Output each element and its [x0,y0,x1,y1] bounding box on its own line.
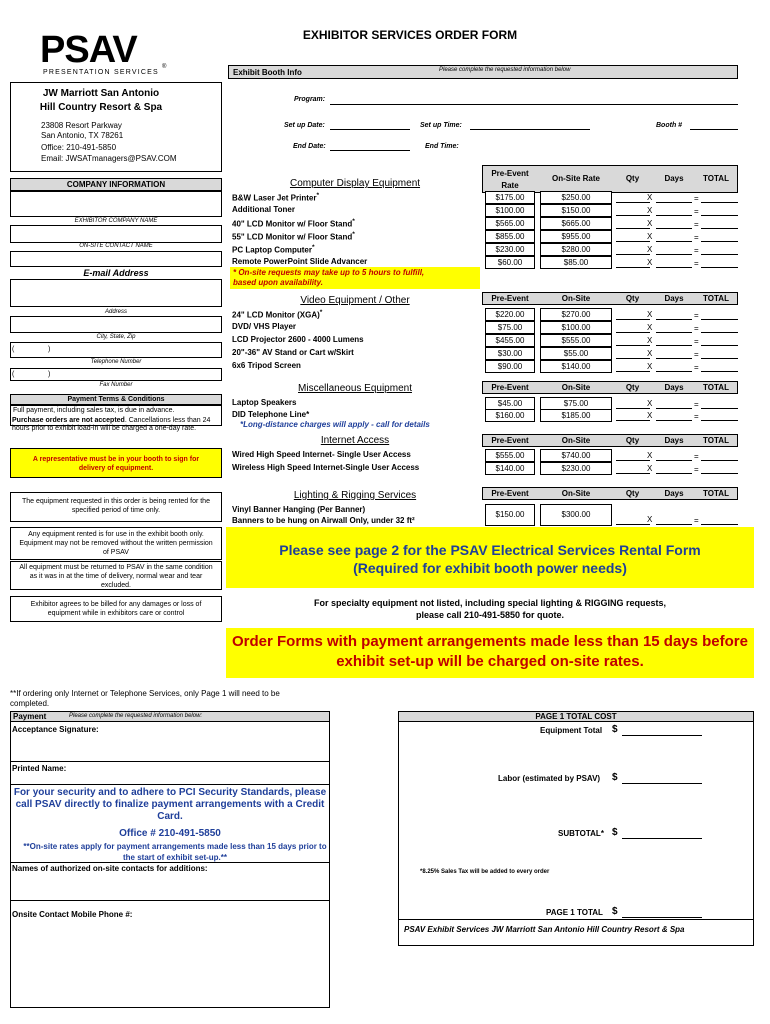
venue-address-2: San Antonio, TX 78261 [41,131,124,140]
lighting-x: X [647,515,653,524]
video-total-field[interactable] [701,358,738,359]
computer-equals: = [694,259,699,268]
computer-total-field[interactable] [701,254,738,255]
misc-x: X [647,411,653,420]
equipment-dollar: $ [612,724,618,735]
setup-date-field[interactable] [330,129,410,130]
totals-divider [398,919,754,920]
days-header: Days [664,174,684,183]
computer-onsite-rate: $85.00 [540,256,612,269]
venue-office: Office: 210-491-5850 [41,143,117,152]
exhibitor-name-field[interactable] [10,191,222,217]
computer-equals: = [694,194,699,203]
computer-days-field[interactable] [656,267,692,268]
video-onsite-header: On-Site [561,294,591,303]
internet-total-header: TOTAL [703,436,729,445]
internet-preevent-rate: $555.00 [485,449,535,462]
misc-total-header: TOTAL [703,383,729,392]
preevent-header-b: Rate [501,181,519,190]
lighting-total-header: TOTAL [703,489,729,498]
setup-time-field[interactable] [470,129,590,130]
computer-total-field[interactable] [701,241,738,242]
computer-item-star: * [352,231,355,238]
internet-days-field[interactable] [656,473,692,474]
footer-venue: PSAV Exhibit Services JW Marriott San Antonio Hill Country Resort & Spa [404,925,685,934]
misc-onsite-rate: $75.00 [540,397,612,410]
specialty-note [226,597,754,621]
fax-label: Fax Number [99,382,133,388]
footnote-line-2: completed. [10,699,50,708]
video-preevent-rate: $455.00 [485,334,535,347]
video-x: X [647,310,653,319]
computer-onsite-rate: $250.00 [540,191,612,204]
program-field[interactable] [330,104,738,105]
computer-total-field[interactable] [701,228,738,229]
sales-tax-note: *8.25% Sales Tax will be added to every order [420,869,550,875]
total-header: TOTAL [703,174,729,183]
late-line-2: exhibit set-up will be charged on-site rates. [336,653,644,670]
internet-onsite-rate: $740.00 [540,449,612,462]
misc-qty-field[interactable] [616,408,650,409]
misc-preevent-header: Pre-Event [491,383,529,392]
internet-preevent-header: Pre-Event [491,436,529,445]
video-item-name: 20"-36" AV Stand or Cart w/Skirt [232,348,354,357]
computer-preevent-rate: $100.00 [485,204,535,217]
computer-preevent-rate: $60.00 [485,256,535,269]
misc-onsite-header: On-Site [561,383,591,392]
fax-paren-close: ) [48,371,51,378]
internet-days-field[interactable] [656,460,692,461]
onsite-rate-header: On-Site Rate [551,174,600,183]
computer-preevent-rate: $175.00 [485,191,535,204]
computer-item-name: PC Laptop Computer* [232,244,315,255]
onsite-note-line-2: based upon availability. [233,278,323,287]
video-qty-field[interactable] [616,345,650,346]
misc-qty-header: Qty [625,383,640,392]
video-equals: = [694,337,699,346]
computer-preevent-rate: $565.00 [485,217,535,230]
video-days-header: Days [664,294,684,303]
onsite-rates-note: **On-site rates apply for payment arrangements made less than 15 days prior to the start of exhibit set-up.** [23,842,327,862]
labor-dollar: $ [612,772,618,783]
video-equals: = [694,363,699,372]
specialty-line-2: please call 210-491-5850 for quote. [415,610,565,620]
telephone-paren-close: ) [48,346,51,353]
subtotal-label: SUBTOTAL* [558,829,604,838]
video-item-name: 6x6 Tripod Screen [232,361,301,370]
video-preevent-header: Pre-Event [491,294,529,303]
labor-field[interactable] [622,783,702,784]
misc-onsite-rate: $185.00 [540,409,612,422]
form-title: EXHIBITOR SERVICES ORDER FORM [302,28,518,42]
booth-info-note: Please complete the requested information below [439,67,571,73]
footnote-line-1: **If ordering only Internet or Telephone Services, only Page 1 will need to be [10,689,280,698]
internet-x: X [647,464,653,473]
email-label: E-mail Address [83,268,149,278]
computer-section-title: Computer Display Equipment [289,178,421,189]
computer-days-field[interactable] [656,202,692,203]
venue-address-1: 23808 Resort Parkway [41,121,122,130]
internet-section-title: Internet Access [320,435,390,446]
computer-preevent-rate: $855.00 [485,230,535,243]
totals-header: PAGE 1 TOTAL COST [398,711,754,722]
return-note-box: All equipment must be returned to PSAV in the same condition as it was in at the time of delivery, normal wear and tear excluded. [10,561,222,590]
video-section-title: Video Equipment / Other [300,295,410,306]
onsite-request-note [230,267,480,289]
computer-item-star: * [352,218,355,225]
misc-section-title: Miscellaneous Equipment [298,383,412,394]
computer-equals: = [694,233,699,242]
mobile-phone-label: Onsite Contact Mobile Phone #: [12,910,133,919]
computer-days-field[interactable] [656,254,692,255]
authorized-contacts-label: Names of authorized on-site contacts for additions: [12,864,208,873]
video-onsite-rate: $55.00 [540,347,612,360]
end-date-field[interactable] [330,150,410,151]
misc-days-field[interactable] [656,420,692,421]
telephone-paren-open: ( [12,346,15,353]
video-days-field[interactable] [656,345,692,346]
computer-qty-field[interactable] [616,202,650,203]
payment-header-bar [10,711,330,722]
video-onsite-rate: $555.00 [540,334,612,347]
computer-x: X [647,245,653,254]
computer-preevent-rate: $230.00 [485,243,535,256]
computer-onsite-rate: $955.00 [540,230,612,243]
lighting-line-1: Vinyl Banner Hanging (Per Banner) [232,505,366,514]
misc-total-field[interactable] [701,420,738,421]
terms-line-1: Full payment, including sales tax, is due in advance. [13,407,175,414]
setup-time-label: Set up Time: [420,122,462,129]
terms-rest: . Cancellations less than 24 hours prior to exhibit load-in will be charged a one-day rate. [12,417,211,432]
video-preevent-rate: $90.00 [485,360,535,373]
divider-4 [10,900,330,901]
misc-equals: = [694,400,699,409]
lighting-qty-header: Qty [625,489,640,498]
internet-days-header: Days [664,436,684,445]
computer-qty-field[interactable] [616,215,650,216]
end-date-label: End Date: [293,143,326,150]
payment-header-note: Please complete the requested information below: [69,713,203,719]
fax-field[interactable] [10,368,222,381]
video-preevent-rate: $30.00 [485,347,535,360]
lighting-preevent-rate: $150.00 [485,504,535,526]
lighting-days-field[interactable] [656,524,692,525]
lighting-days-header: Days [664,489,684,498]
printed-name-field[interactable] [10,774,330,784]
computer-equals: = [694,207,699,216]
lighting-line-2: Banners to be hung on Airwall Only, under 32 ft² [232,516,415,525]
electrical-banner [226,527,754,588]
computer-qty-field[interactable] [616,228,650,229]
computer-item-name: Remote PowerPoint Slide Advancer [232,257,368,266]
preevent-header-a: Pre-Event [491,169,529,178]
booth-info-label: Exhibit Booth Info [233,68,302,77]
video-equals: = [694,311,699,320]
video-preevent-rate: $220.00 [485,308,535,321]
logo-subtitle: PRESENTATION SERVICES [43,69,159,76]
misc-qty-field[interactable] [616,420,650,421]
computer-total-field[interactable] [701,215,738,216]
booth-number-label: Booth # [656,122,683,129]
mobile-phone-field[interactable] [140,906,330,920]
internet-equals: = [694,452,699,461]
video-item-name: 24" LCD Monitor (XGA)* [232,309,323,320]
city-label: City, State, Zip [96,334,136,340]
acceptance-signature-label: Acceptance Signature: [12,725,99,734]
lighting-onsite-rate: $300.00 [540,504,612,526]
internet-total-field[interactable] [701,473,738,474]
computer-days-field[interactable] [656,241,692,242]
rented-note-box: The equipment requested in this order is being rented for the specified period of time only. [10,492,222,522]
pci-security-note: For your security and to adhere to PCI Security Standards, please call PSAV directly to finalize payment arrangements with a Credit Card. [13,787,327,822]
misc-item-name: Laptop Speakers [232,398,297,407]
divider-2 [10,784,330,785]
lighting-preevent-header: Pre-Event [491,489,529,498]
video-equals: = [694,324,699,333]
internet-x: X [647,451,653,460]
computer-item-name: 55" LCD Monitor w/ Floor Stand* [232,231,355,242]
computer-days-field[interactable] [656,215,692,216]
misc-preevent-rate: $45.00 [485,397,535,410]
misc-days-header: Days [664,383,684,392]
divider-3 [10,862,330,863]
computer-equals: = [694,246,699,255]
equipment-total-label: Equipment Total [540,726,603,735]
damage-note-box: Exhibitor agrees to be billed for any damages or loss of equipment while in exhibitors care or control [10,596,222,622]
video-equals: = [694,350,699,359]
video-preevent-rate: $75.00 [485,321,535,334]
psav-logo [40,29,175,78]
acceptance-signature-field[interactable] [10,735,330,761]
video-total-field[interactable] [701,371,738,372]
authorized-contacts-field[interactable] [10,874,330,900]
divider-1 [10,761,330,762]
subtotal-dollar: $ [612,827,618,838]
terms-bold: Purchase orders are not accepted [12,417,125,424]
contact-name-label: ON-SITE CONTACT NAME [79,243,153,249]
computer-qty-field[interactable] [616,241,650,242]
internet-item-name: Wireless High Speed Internet-Single User Access [232,463,420,472]
video-x: X [647,323,653,332]
address-label: Address [104,309,127,315]
venue-name-2: Hill Country Resort & Spa [39,102,163,113]
payment-terms-header: Payment Terms & Conditions [10,394,222,405]
video-days-field[interactable] [656,371,692,372]
computer-x: X [647,206,653,215]
address-field[interactable] [10,279,222,307]
computer-item-name: Additional Toner [232,205,295,214]
setup-date-label: Set up Date: [284,122,325,129]
computer-total-field[interactable] [701,267,738,268]
internet-qty-field[interactable] [616,473,650,474]
video-qty-field[interactable] [616,371,650,372]
computer-equals: = [694,220,699,229]
video-days-field[interactable] [656,319,692,320]
misc-days-field[interactable] [656,408,692,409]
footnote [10,689,320,709]
telephone-label: Telephone Number [90,359,142,365]
computer-qty-field[interactable] [616,254,650,255]
computer-x: X [647,219,653,228]
computer-qty-field[interactable] [616,267,650,268]
specialty-line-1: For specialty equipment not listed, including special lighting & RIGGING requests, [313,598,667,608]
video-item-name: DVD/ VHS Player [232,322,297,331]
lighting-onsite-header: On-Site [561,489,591,498]
internet-qty-header: Qty [625,436,640,445]
lighting-total-field[interactable] [701,524,738,525]
lighting-section-title: Lighting & Rigging Services [293,490,417,501]
logo-text: PSAV [40,29,137,71]
video-qty-field[interactable] [616,332,650,333]
computer-x: X [647,258,653,267]
internet-equals: = [694,465,699,474]
computer-onsite-rate: $665.00 [540,217,612,230]
late-line-1: Order Forms with payment arrangements made less than 15 days before [231,633,748,650]
video-onsite-rate: $100.00 [540,321,612,334]
labor-label: Labor (estimated by PSAV) [498,774,601,783]
long-distance-note: *Long-distance charges will apply - call for details [240,420,430,429]
page-total-label: PAGE 1 TOTAL [546,908,603,917]
lighting-qty-field[interactable] [616,524,650,525]
internet-preevent-rate: $140.00 [485,462,535,475]
office-phone: Office # 210-491-5850 [119,828,221,839]
company-info-header: COMPANY INFORMATION [10,178,222,191]
computer-x: X [647,232,653,241]
video-days-field[interactable] [656,358,692,359]
video-days-field[interactable] [656,332,692,333]
late-order-banner [226,628,754,678]
city-field[interactable] [10,316,222,333]
computer-item-star: * [316,192,320,199]
electrical-line-2: (Required for exhibit booth power needs) [353,560,627,576]
computer-onsite-rate: $150.00 [540,204,612,217]
internet-onsite-header: On-Site [561,436,591,445]
venue-name-1: JW Marriott San Antonio [42,88,160,99]
exhibitor-name-label: EXHIBITOR COMPANY NAME [74,218,158,224]
internet-item-name: Wired High Speed Internet- Single User Access [232,450,411,459]
misc-item-name: DID Telephone Line* [232,410,310,419]
booth-info-bar [228,65,738,79]
page-total-dollar: $ [612,906,618,917]
computer-days-field[interactable] [656,228,692,229]
video-x: X [647,336,653,345]
subtotal-field[interactable] [622,838,702,839]
contact-name-field[interactable] [10,225,222,243]
logo-registered: ® [162,64,167,70]
exhibit-only-box: Any equipment rented is for use in the exhibit booth only. Equipment may not be removed without the written permission of PSAV [10,527,222,560]
misc-equals: = [694,412,699,421]
computer-item-star: * [312,244,315,251]
video-qty-header: Qty [625,294,640,303]
internet-onsite-rate: $230.00 [540,462,612,475]
video-item-star: * [319,309,323,316]
video-item-name: LCD Projector 2600 - 4000 Lumens [232,335,364,344]
page-total-field[interactable] [622,917,702,918]
computer-total-field[interactable] [701,202,738,203]
fax-paren-open: ( [12,371,15,378]
terms-purchase-orders [12,417,220,433]
video-x: X [647,362,653,371]
venue-box [10,82,222,172]
computer-x: X [647,193,653,202]
booth-number-field[interactable] [690,129,738,130]
video-total-header: TOTAL [703,294,729,303]
qty-header: Qty [625,174,640,183]
venue-email: Email: JWSATmanagers@PSAV.COM [41,154,177,163]
computer-item-name: 40" LCD Monitor w/ Floor Stand* [232,218,355,229]
video-onsite-rate: $140.00 [540,360,612,373]
misc-x: X [647,399,653,408]
onsite-note-line-1: * On-site requests may take up to 5 hours to fulfill, [233,268,425,277]
telephone-field[interactable] [10,342,222,358]
internet-qty-field[interactable] [616,460,650,461]
misc-total-field[interactable] [701,408,738,409]
payment-header-label: Payment [13,712,47,721]
video-total-field[interactable] [701,345,738,346]
video-onsite-rate: $270.00 [540,308,612,321]
equipment-total-field[interactable] [622,735,702,736]
video-total-field[interactable] [701,319,738,320]
program-label: Program: [294,96,326,103]
video-x: X [647,349,653,358]
electrical-line-1: Please see page 2 for the PSAV Electrical Services Rental Form [279,542,701,558]
misc-preevent-rate: $160.00 [485,409,535,422]
email-field[interactable] [10,251,222,267]
printed-name-label: Printed Name: [12,764,67,773]
rep-note-box: A representative must be in your booth to sign for delivery of equipment. [10,448,222,478]
video-total-field[interactable] [701,332,738,333]
end-time-label: End Time: [425,143,459,150]
video-qty-field[interactable] [616,319,650,320]
lighting-equals: = [694,516,699,525]
video-qty-field[interactable] [616,358,650,359]
internet-total-field[interactable] [701,460,738,461]
computer-item-name: B&W Laser Jet Printer* [232,192,320,203]
computer-onsite-rate: $280.00 [540,243,612,256]
